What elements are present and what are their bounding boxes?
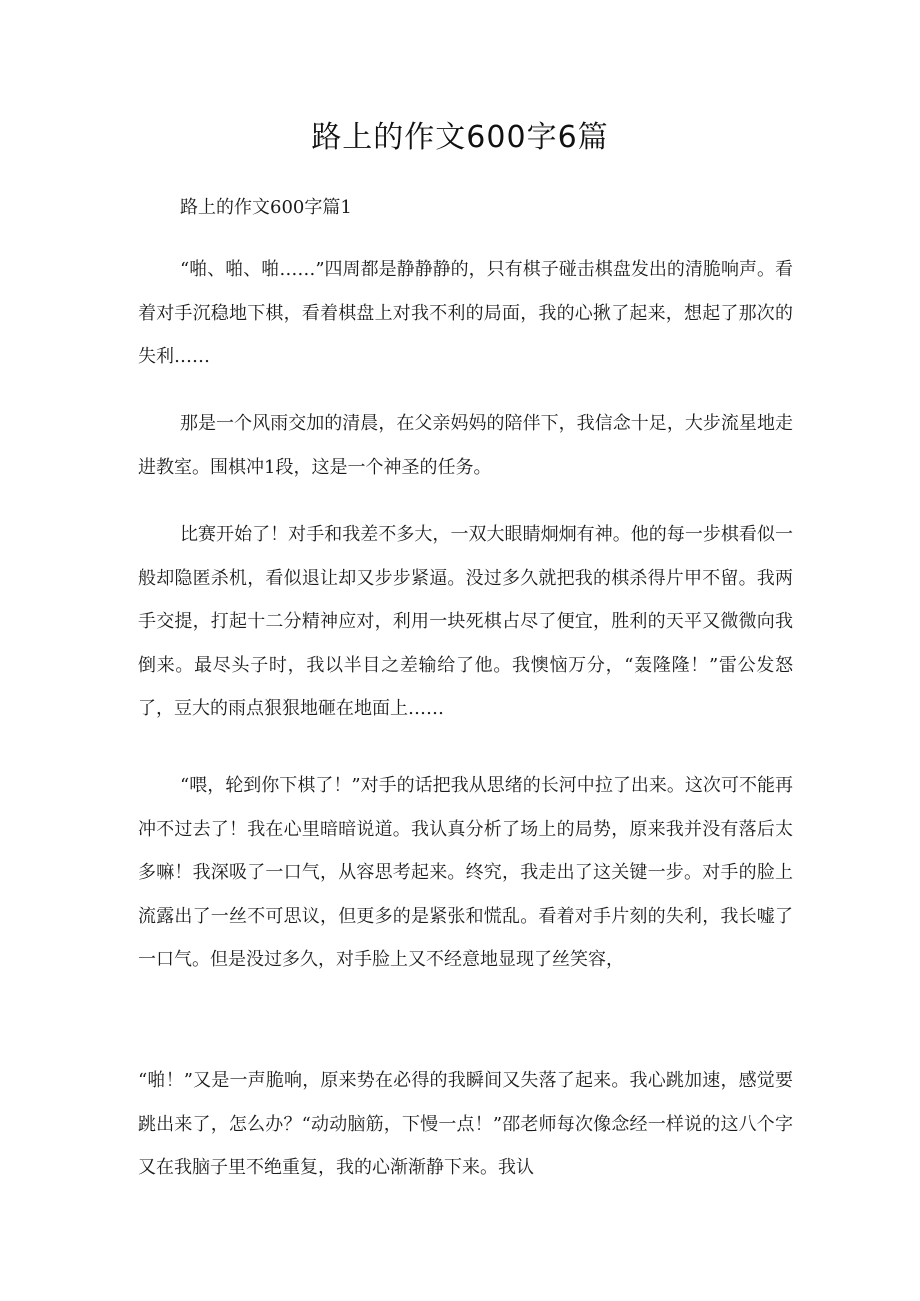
paragraph-3-block bbox=[138, 513, 793, 731]
paragraph: “啪、啪、啪……”四周都是静静静的，只有棋子碰击棋盘发出的清脆响声。看着对手沉稳地下棋，看着棋盘上对我不利的局面，我的心揪了起来，想起了那次的失利…… bbox=[138, 259, 793, 367]
section-heading: 路上的作文600字篇1 bbox=[180, 197, 352, 218]
paragraph: “啪！”又是一声脆响，原来势在必得的我瞬间又失落了起来。我心跳加速，感觉要跳出来了，怎么办？“动动脑筋，下慢一点！”邵老师每次像念经一样说的这八个字又在我脑子里不绝重复，我的心渐渐静下来。我认 bbox=[138, 1070, 793, 1178]
paragraph-1-block bbox=[138, 248, 793, 379]
paragraph: 比赛开始了！对手和我差不多大，一双大眼睛炯炯有神。他的每一步棋看似一般却隐匿杀机，看似退让却又步步紧逼。没过多久就把我的棋杀得片甲不留。我两手交提，打起十二分精神应对，利用一块死棋占尽了便宜，胜利的天平又微微向我倒来。最尽头子时，我以半目之差输给了他。我懊恼万分，“轰隆隆！”雷公发怒了，豆大的雨点狠狠地砸在地面上…… bbox=[138, 524, 793, 719]
paragraph-4-block bbox=[138, 764, 793, 982]
paragraph: “喂，轮到你下棋了！”对手的话把我从思绪的长河中拉了出来。这次可不能再冲不过去了！我在心里暗暗说道。我认真分析了场上的局势，原来我并没有落后太多嘛！我深吸了一口气，从容思考起来。终究，我走出了这关键一步。对手的脸上流露出了一丝不可思议，但更多的是紧张和慌乱。看着对手片刻的失利，我长嘘了一口气。但是没过多久，对手脸上又不经意地显现了丝笑容， bbox=[138, 775, 793, 970]
paragraph-2-block bbox=[138, 402, 793, 489]
paragraph: 那是一个风雨交加的清晨，在父亲妈妈的陪伴下，我信念十足，大步流星地走进教室。围棋冲1段，这是一个神圣的任务。 bbox=[138, 413, 793, 478]
document-title: 路上的作文600字6篇 bbox=[311, 120, 609, 155]
paragraph-5-block bbox=[138, 1059, 793, 1190]
